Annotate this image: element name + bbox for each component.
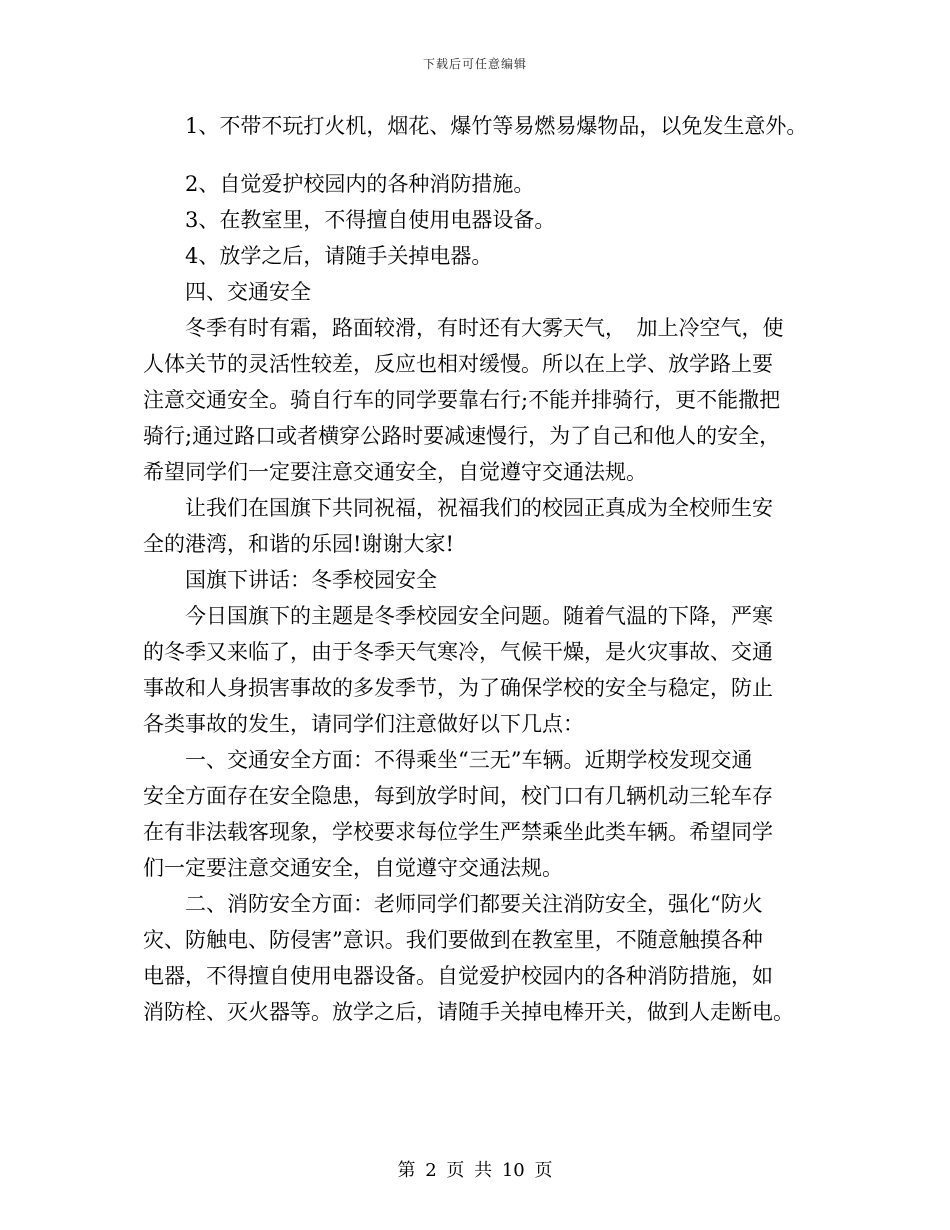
section-heading: 国旗下讲话：冬季校园安全 [185, 568, 437, 592]
paragraph-line: 消防栓、灭火器等。放学之后，请随手关掉电棒开关，做到人走断电。 [143, 1000, 794, 1024]
paragraph-line: 们一定要注意交通安全，自觉遵守交通法规。 [143, 856, 563, 880]
paragraph-line: 电器，不得擅自使用电器设备。自觉爱护校园内的各种消防措施，如 [143, 964, 773, 988]
paragraph-line: 3、在教室里，不得擅自使用电器设备。 [185, 208, 556, 232]
paragraph-line: 2、自觉爱护校园内的各种消防措施。 [185, 172, 535, 196]
page-header: 下载后可任意编辑 [422, 57, 527, 71]
paragraph-line: 全的港湾，和谐的乐园!谢谢大家! [143, 532, 454, 556]
paragraph-line: 今日国旗下的主题是冬季校园安全问题。随着气温的下降，严寒 [185, 604, 773, 628]
paragraph-line: 让我们在国旗下共同祝福，祝福我们的校园正真成为全校师生安 [185, 496, 773, 520]
paragraph-line: 的冬季又来临了，由于冬季天气寒冷，气候干燥，是火灾事故、交通 [143, 640, 773, 664]
page-footer: 第 2 页 共 10 页 [397, 1160, 553, 1181]
paragraph-line: 二、消防安全方面：老师同学们都要关注消防安全，强化“防火 [185, 892, 763, 916]
paragraph-line: 事故和人身损害事故的多发季节，为了确保学校的安全与稳定，防止 [143, 676, 773, 700]
paragraph-line: 各类事故的发生，请同学们注意做好以下几点： [143, 712, 584, 736]
paragraph-line: 希望同学们一定要注意交通安全，自觉遵守交通法规。 [143, 460, 647, 484]
section-heading: 四、交通安全 [185, 280, 311, 304]
paragraph-line: 人体关节的灵活性较差，反应也相对缓慢。所以在上学、放学路上要 [143, 352, 773, 376]
paragraph-gap [143, 144, 813, 166]
paragraph-line: 冬季有时有霜，路面较滑，有时还有大雾天气， 加上冷空气，使 [185, 316, 784, 340]
document-body [143, 108, 813, 1030]
paragraph-line: 骑行;通过路口或者横穿公路时要减速慢行，为了自己和他人的安全， [143, 424, 781, 448]
paragraph-line: 一、交通安全方面：不得乘坐“三无”车辆。近期学校发现交通 [185, 748, 753, 772]
paragraph-line: 灾、防触电、防侵害”意识。我们要做到在教室里，不随意触摸各种 [143, 928, 763, 952]
paragraph-line: 注意交通安全。骑自行车的同学要靠右行;不能并排骑行，更不能撒把 [143, 388, 781, 412]
paragraph-line: 安全方面存在安全隐患，每到放学时间，校门口有几辆机动三轮车存 [143, 784, 773, 808]
paragraph-line: 在有非法载客现象，学校要求每位学生严禁乘坐此类车辆。希望同学 [143, 820, 773, 844]
paragraph-line: 1、不带不玩打火机，烟花、爆竹等易燃易爆物品，以免发生意外。 [185, 114, 808, 138]
paragraph-line: 4、放学之后，请随手关掉电器。 [185, 244, 493, 268]
